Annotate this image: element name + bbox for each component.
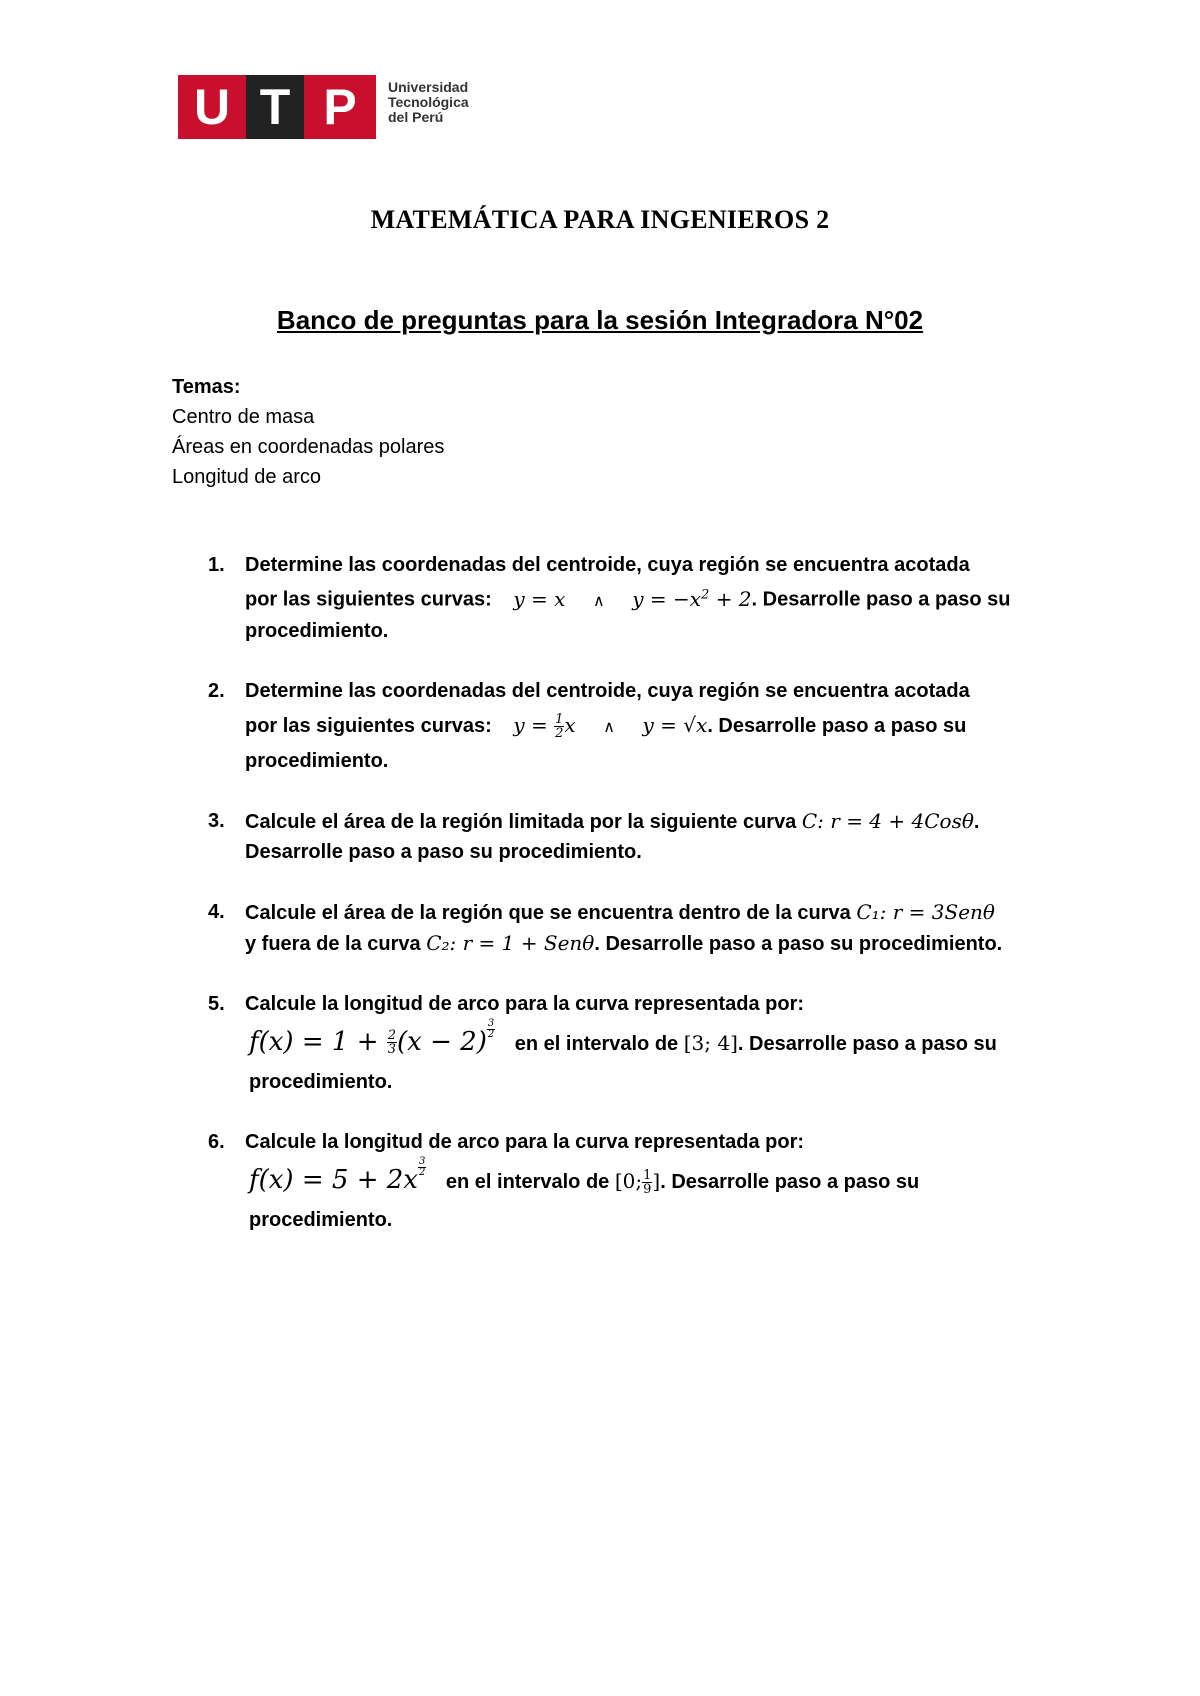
logo-line-2: Tecnológica	[388, 93, 469, 110]
equation: C₁: r = 3Senθ	[856, 899, 995, 924]
logo-line-1: Universidad	[388, 78, 469, 95]
logo-letters	[178, 75, 376, 139]
topics-section	[172, 372, 444, 492]
fraction: $\frac{2}{3}$	[387, 1028, 397, 1058]
and-symbol: ∧	[603, 716, 615, 736]
question-text: procedimiento.	[245, 619, 389, 642]
question-text	[245, 806, 1048, 837]
question-text	[249, 1019, 1048, 1067]
question-text	[245, 706, 1048, 746]
exponent-fraction: $\frac{3}{2}$	[487, 1017, 495, 1040]
topic-item: Longitud de arco	[172, 466, 322, 488]
question-text-fragment: por las siguientes curvas:	[245, 588, 492, 611]
question-text-fragment: . Desarrolle paso a paso su	[707, 714, 967, 737]
question-text	[249, 1157, 1048, 1205]
equation: $y = -x^2 + 2$	[632, 586, 752, 611]
question-5	[208, 989, 1048, 1097]
question-text-fragment: . Desarrolle paso a paso su	[660, 1170, 920, 1193]
document-title: MATEMÁTICA PARA INGENIEROS 2	[370, 205, 830, 234]
question-number: 1.	[208, 554, 225, 576]
logo-line-3: del Perú	[388, 108, 444, 125]
question-text-fragment: en el intervalo de	[445, 1170, 610, 1193]
utp-logo	[178, 75, 469, 139]
topic-item: Centro de masa	[172, 406, 315, 428]
question-number: 6.	[208, 1130, 225, 1153]
question-number: 3.	[208, 809, 225, 832]
fraction: $\frac{1}{9}$	[643, 1167, 652, 1197]
logo-letter-u: U	[178, 75, 246, 139]
questions-list	[208, 550, 1048, 1235]
equation: C: r = 4 + 4Cosθ	[801, 808, 974, 833]
question-text: Determine las coordenadas del centroide, cuya región se encuentra acotada	[245, 554, 970, 576]
question-text: Determine las coordenadas del centroide, cuya región se encuentra acotada	[245, 679, 970, 702]
question-3	[208, 806, 1048, 867]
question-text-fragment: . Desarrolle paso a paso su procedimiento.	[594, 932, 1003, 955]
document-subtitle: Banco de preguntas para la sesión Integradora N°02	[276, 305, 924, 335]
and-symbol: ∧	[592, 590, 605, 610]
topic-item: Áreas en coordenadas polares	[172, 436, 445, 458]
equation: y = $\frac{1}{2}$ x	[513, 711, 576, 741]
interval: [3; 4]	[683, 1030, 738, 1055]
equation: y = x	[513, 586, 566, 611]
question-text: procedimiento.	[249, 1208, 393, 1231]
exponent-fraction: $\frac{3}{2}$	[418, 1155, 426, 1178]
question-text-fragment: . Desarrolle paso a paso su	[751, 588, 1011, 611]
function-equation: f(x) = 5 + 2x $\frac{3}{2}$	[249, 1155, 426, 1195]
question-number: 2.	[208, 679, 225, 702]
question-text-fragment: por las siguientes curvas:	[245, 714, 492, 737]
question-4	[208, 897, 1048, 959]
question-text: Desarrolle paso a paso su procedimiento.	[245, 840, 642, 863]
question-text-fragment: . Desarrolle paso a paso su	[737, 1032, 997, 1055]
question-text-fragment: .	[973, 810, 980, 833]
question-1	[208, 550, 1048, 646]
equation: C₂: r = 1 + Senθ	[426, 930, 595, 955]
interval: [0; $\frac{1}{9}$ ]	[614, 1167, 661, 1197]
question-text: procedimiento.	[249, 1070, 393, 1093]
question-text: Calcule la longitud de arco para la curva representada por:	[245, 1130, 805, 1153]
question-number: 5.	[208, 992, 225, 1015]
question-number: 4.	[208, 900, 225, 923]
fraction: $\frac{1}{2}$	[555, 711, 564, 741]
question-text	[245, 580, 1048, 616]
equation: y = √x	[642, 712, 708, 737]
logo-university-name	[388, 80, 469, 125]
question-text-fragment: en el intervalo de	[514, 1032, 679, 1055]
logo-letter-p: P	[304, 75, 376, 139]
topics-label: Temas:	[172, 376, 241, 398]
question-text-fragment: Calcule el área de la región que se encuentra dentro de la curva	[245, 901, 851, 924]
question-text-fragment: Calcule el área de la región limitada por la siguiente curva	[245, 810, 797, 833]
question-text: procedimiento.	[245, 749, 389, 772]
question-text: Calcule la longitud de arco para la curva representada por:	[245, 992, 805, 1015]
question-text	[245, 897, 1048, 928]
logo-letter-t: T	[246, 75, 304, 139]
question-2	[208, 676, 1048, 776]
question-text-fragment: y fuera de la curva	[245, 932, 421, 955]
question-6	[208, 1127, 1048, 1235]
question-text	[245, 928, 1048, 959]
function-equation: f(x) = 1 + $\frac{2}{3}$ (x − 2) $\frac{3}{2}$	[249, 1017, 495, 1058]
